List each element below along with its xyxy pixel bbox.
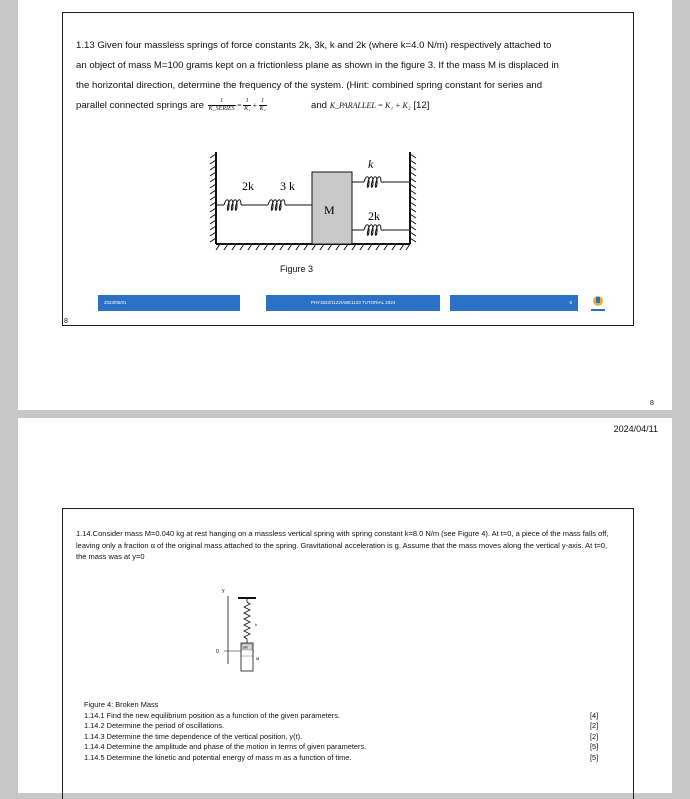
task-text: 1.14.5 Determine the kinetic and potential energy of mass m as a function of time. <box>84 752 352 762</box>
task-marks: [5] <box>590 742 599 751</box>
formula-prefix: parallel connected springs are <box>76 100 204 111</box>
question-marks: [12] <box>413 100 430 111</box>
task-text: 1.14.2 Determine the period of oscillations. <box>84 721 225 730</box>
task-list <box>84 700 604 763</box>
task-row <box>84 711 604 722</box>
spring-label-k: k <box>255 622 257 627</box>
question-1-13 <box>76 36 616 116</box>
question-line: the horizontal direction, determine the frequency of the system. (Hint: combined spring constant for series and <box>76 80 543 91</box>
question-1-14: 1.14.Consider mass M=0.040 kg at rest hanging on a massless vertical spring with spring constant k=8.0 N/m (see Figure 4). At t=0, a piece of the mass falls off, leaving only a fraction α of the original mass attached to the spring. Gravitational acceleration is g. Assume that the mass moves along the vertical y-axis. At t=0, the mass was at y=0 <box>76 529 609 561</box>
page-2 <box>18 418 672 793</box>
figure-4-hanging-spring <box>208 586 278 686</box>
figure-4-caption: Figure 4: Broken Mass <box>84 700 159 709</box>
fraction-series-lhs: $\frac{1}{\text{K\_SERIES}}$ <box>208 97 235 112</box>
task-marks: [5] <box>590 752 599 762</box>
question-line: an object of mass M=100 grams kept on a frictionless plane as shown in the figure 3. If the mass M is displaced in <box>76 60 559 71</box>
spring-k <box>352 177 410 188</box>
fraction-k1: $\frac{1}{\text{K₁}}$ <box>244 97 251 112</box>
y-axis-label: y <box>222 588 225 594</box>
task-row <box>84 742 604 753</box>
task-marks: [2] <box>590 731 599 741</box>
label-mass: M <box>324 203 335 217</box>
page-number: 8 <box>64 318 68 325</box>
mass-label: M <box>256 656 260 661</box>
page-date: 2024/04/11 <box>613 424 658 434</box>
plus-sign: + <box>252 101 258 110</box>
university-logo-icon <box>588 293 608 313</box>
floor <box>216 244 410 250</box>
footer-date: 2023/05/01 <box>98 295 240 311</box>
task-marks: [4] <box>590 710 599 720</box>
page-number: 8 <box>650 400 654 407</box>
figure-3-springs-diagram <box>198 150 428 260</box>
spring-2k-left <box>216 200 258 211</box>
question-line: 1.13 Given four massless springs of force constants 2k, 3k, k and 2k (where k=4.0 N/m) respectively attached to <box>76 40 552 51</box>
task-marks: [2] <box>590 721 599 730</box>
task-text: 1.14.3 Determine the time dependence of the vertical position, y(t). <box>84 731 303 741</box>
fraction-k2: $\frac{1}{\text{K₂}}$ <box>259 97 266 112</box>
task-row <box>84 753 604 764</box>
page-1 <box>18 0 672 410</box>
figure-3-caption: Figure 3 <box>280 264 314 274</box>
right-wall <box>410 152 416 244</box>
footer-slide-number: 8 <box>450 295 578 311</box>
task-row <box>84 732 604 743</box>
left-wall <box>210 152 216 244</box>
label-3k: 3 k <box>280 179 295 193</box>
parallel-formula: K_PARALLEL = K₁ + K₂ <box>329 101 411 110</box>
label-2k-right: 2k <box>368 209 380 223</box>
vertical-spring <box>244 598 250 643</box>
task-text: 1.14.1 Find the new equilibrium position as a function of the given parameters. <box>84 710 340 720</box>
question-line-formulas <box>76 96 616 116</box>
equals-sign: = <box>236 101 243 110</box>
spring-2k-right <box>352 225 410 236</box>
label-k: k <box>368 157 374 171</box>
label-2k-left: 2k <box>242 179 254 193</box>
footer-course: PHY1522/1122/ABE1133 TUTORIAL 2024 <box>266 295 440 311</box>
spring-3k <box>258 200 312 211</box>
and-word: and <box>311 100 328 111</box>
origin-label: 0 <box>216 649 219 655</box>
task-row <box>84 721 604 732</box>
task-text: 1.14.4 Determine the amplitude and phase of the motion in terms of given parameters. <box>84 742 367 751</box>
inner-mass-label: αM <box>243 645 248 650</box>
